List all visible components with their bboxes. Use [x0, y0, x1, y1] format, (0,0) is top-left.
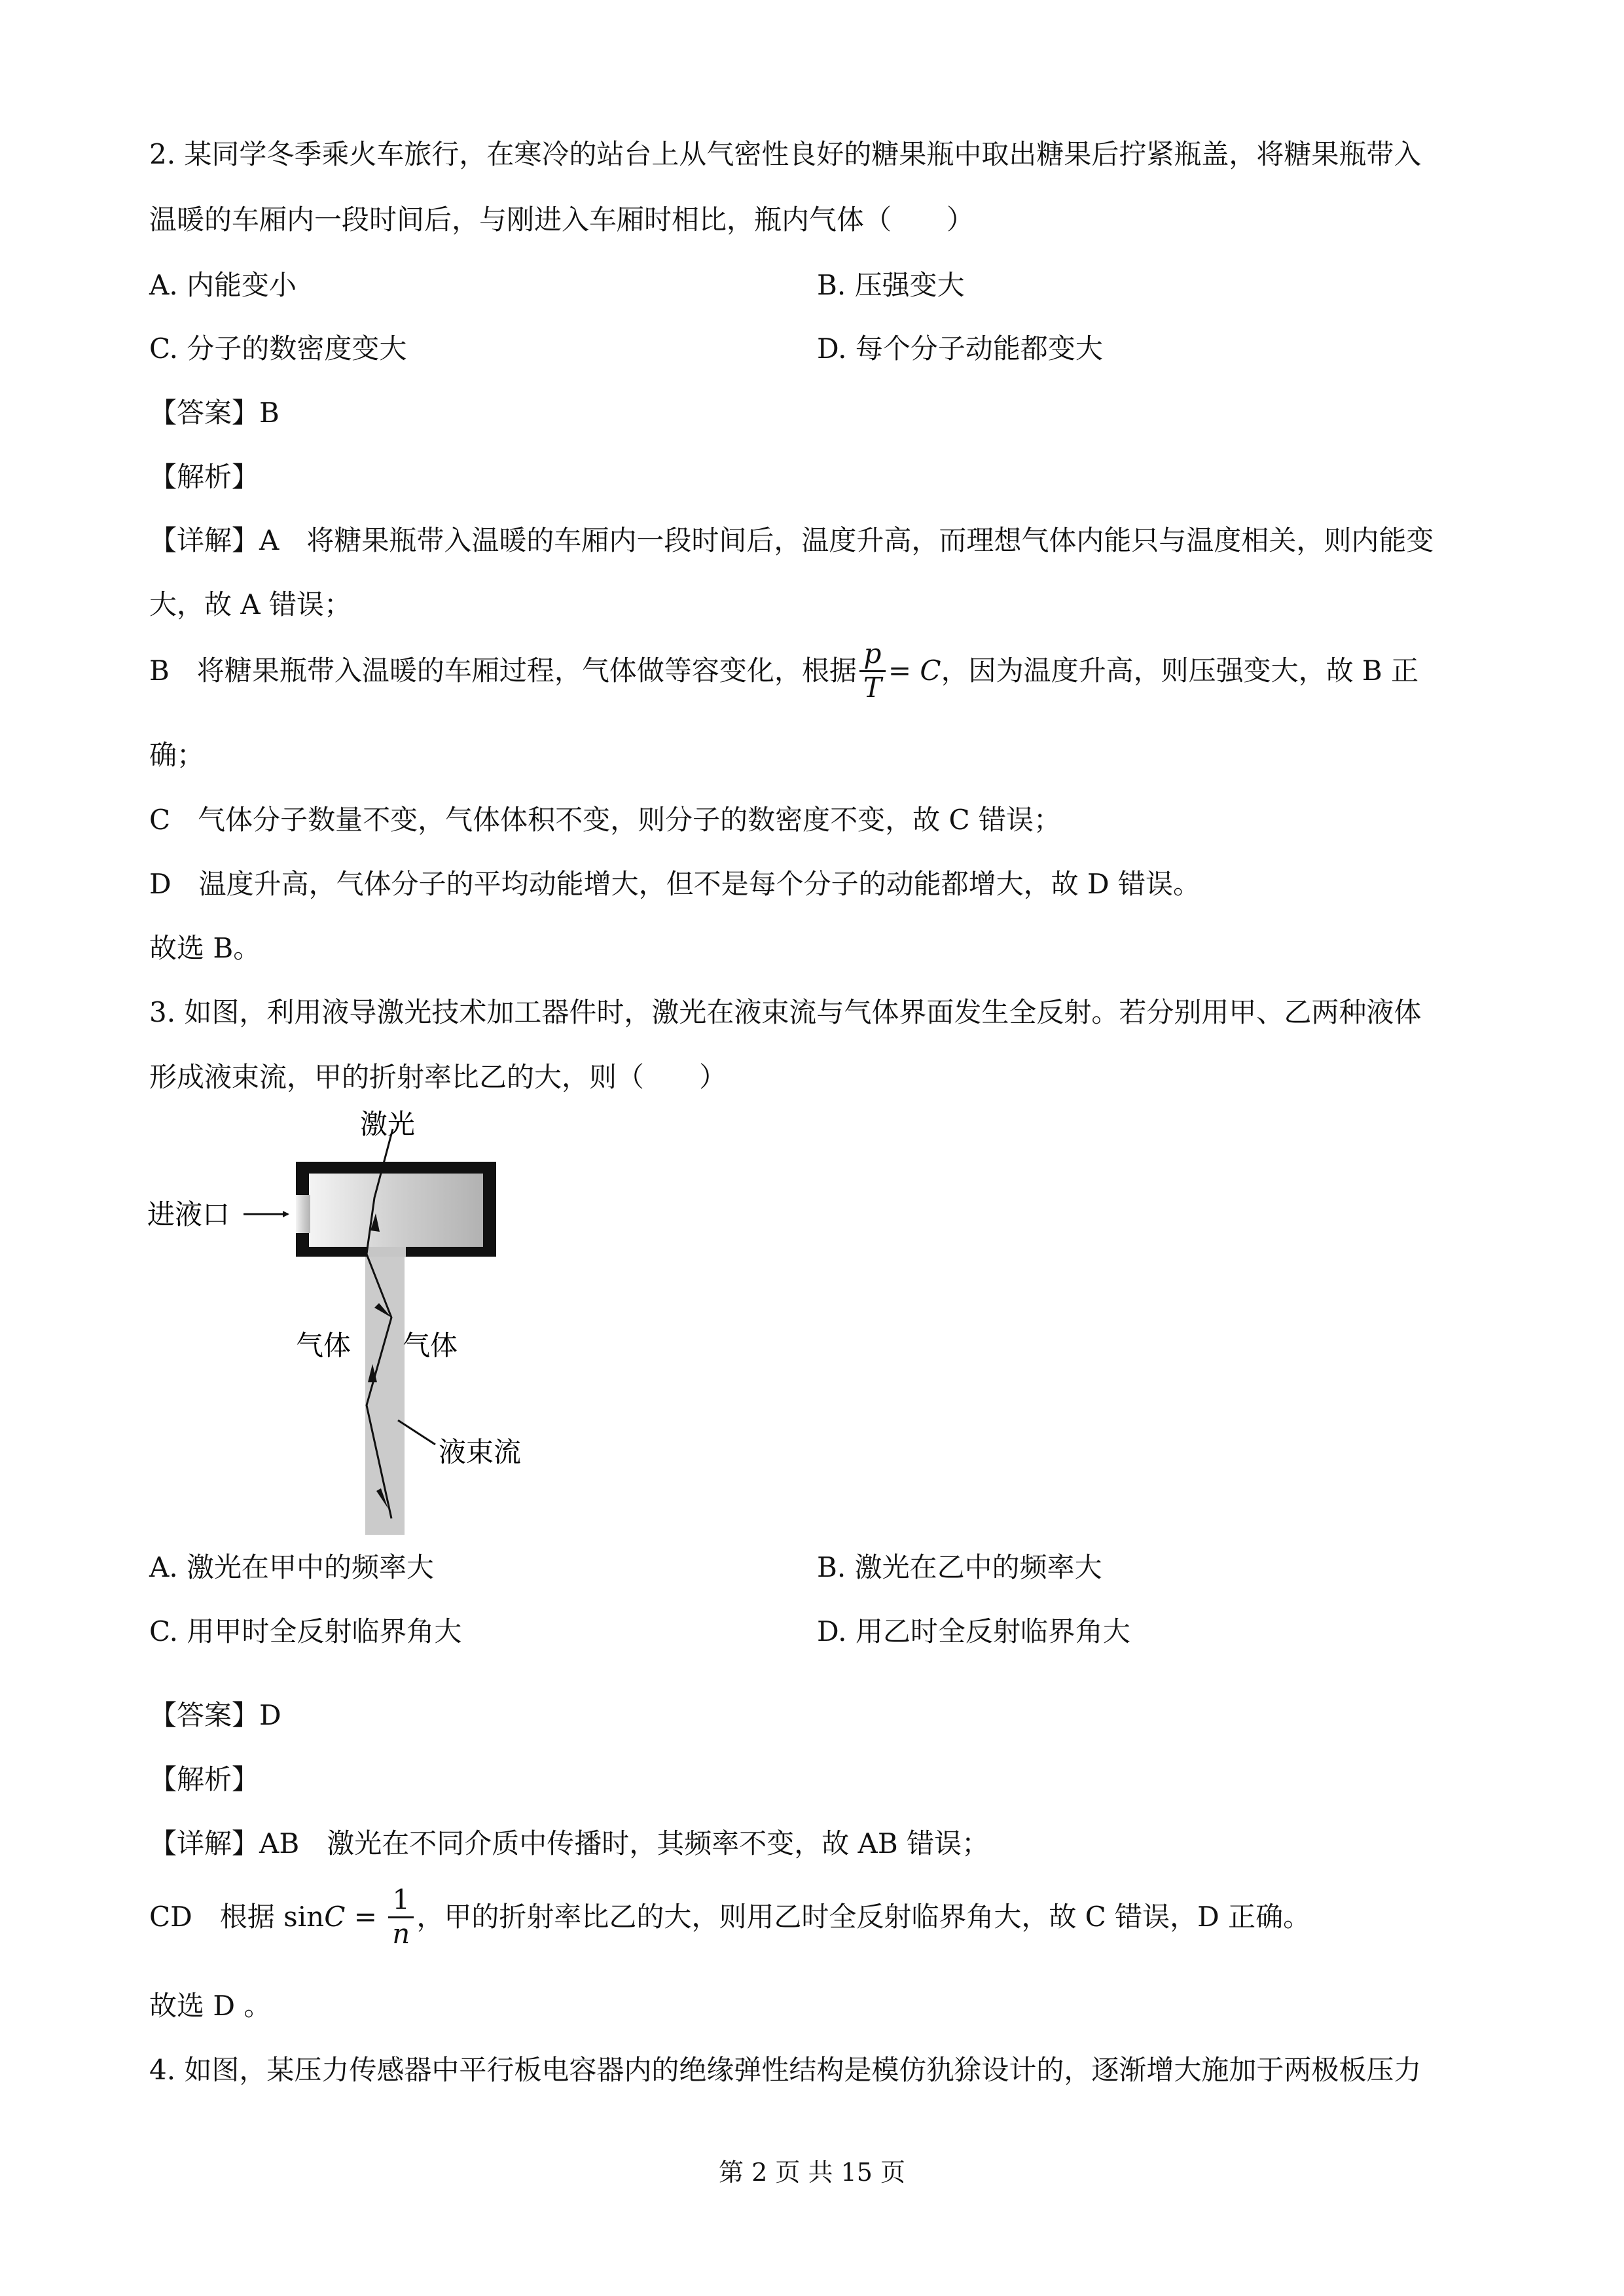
q3-stem-line1: 3. 如图，利用液导激光技术加工器件时，激光在液束流与气体界面发生全反射。若分别用甲、乙两种液体: [149, 996, 1422, 1028]
q3-cd-eq: =: [345, 1901, 386, 1933]
q2-detail-line2: 大，故 A 错误；: [149, 588, 352, 620]
q3-option-b: B. 激光在乙中的频率大: [817, 1551, 1102, 1583]
q3-cd-suffix: ，甲的折射率比乙的大，则用乙时全反射临界角大，故 C 错误，D 正确。: [416, 1901, 1311, 1933]
q3-stem-line2: 形成液束流，甲的折射率比乙的大，则（ ）: [149, 1061, 727, 1093]
page-footer: 第 2 页 共 15 页: [719, 2158, 905, 2187]
nozzle-chamber: [309, 1174, 483, 1247]
label-inlet: 进液口: [147, 1200, 230, 1230]
q2-stem-line2: 温暖的车厢内一段时间后，与刚进入车厢时相比，瓶内气体（ ）: [149, 204, 975, 236]
label-laser: 激光: [360, 1110, 416, 1140]
q2-option-a: A. 内能变小: [149, 269, 297, 301]
q2-detail-b: [149, 637, 1419, 704]
q2-b-prefix: B 将糖果瓶带入温暖的车厢过程，气体做等容变化，根据: [149, 655, 857, 687]
q3-detail-ab: 【详解】AB 激光在不同介质中传播时，其频率不变，故 AB 错误；: [149, 1827, 990, 1859]
inlet-opening: [296, 1195, 310, 1233]
q3-option-c: C. 用甲时全反射临界角大: [149, 1615, 462, 1647]
q2-b-suffix: ，因为温度升高，则压强变大，故 B 正: [941, 655, 1419, 687]
q3-detail-cd: [149, 1886, 1310, 1948]
q3-cd-prefix: CD 根据 sin: [149, 1901, 325, 1933]
q2-frac-denominator: T: [863, 671, 882, 704]
q2-frac-numerator: p: [859, 638, 886, 672]
q2-answer: 【答案】B: [149, 397, 280, 429]
q3-answer: 【答案】D: [149, 1699, 281, 1731]
q2-detail-b-line2: 确；: [149, 739, 205, 771]
q3-option-d: D. 用乙时全反射临界角大: [817, 1615, 1130, 1647]
q2-option-d: D. 每个分子动能都变大: [817, 332, 1103, 365]
outlet-opening: [367, 1247, 406, 1257]
q3-conclusion: 故选 D 。: [149, 1990, 272, 2022]
q2-option-c: C. 分子的数密度变大: [149, 332, 407, 365]
q2-detail-d: D 温度升高，气体分子的平均动能增大，但不是每个分子的动能都增大，故 D 错误。: [149, 868, 1201, 900]
laser-liquid-jet-figure: [131, 1100, 589, 1538]
q2-detail-c: C 气体分子数量不变，气体体积不变，则分子的数密度不变，故 C 错误；: [149, 804, 1061, 836]
q2-option-b: B. 压强变大: [817, 269, 965, 301]
q2-analysis-heading: 【解析】: [149, 461, 260, 493]
q2-fraction-p-over-t: [859, 638, 886, 704]
label-liquid-jet: 液束流: [439, 1438, 522, 1468]
label-gas-right: 气体: [403, 1331, 458, 1361]
q2-stem-line1: 2. 某同学冬季乘火车旅行，在寒冷的站台上从气密性良好的糖果瓶中取出糖果后拧紧瓶盖，将糖果瓶带入: [149, 138, 1422, 170]
q3-cd-c: C: [324, 1901, 346, 1933]
q4-stem-line1: 4. 如图，某压力传感器中平行板电容器内的绝缘弹性结构是模仿犰狳设计的，逐渐增大施加于两极板压力: [149, 2054, 1422, 2086]
q3-fraction-1-over-n: [388, 1884, 414, 1950]
q2-b-equation: = C: [888, 655, 941, 687]
q3-frac-numerator: 1: [388, 1884, 414, 1918]
q3-analysis-heading: 【解析】: [149, 1763, 260, 1795]
q2-detail-line1: 【详解】A 将糖果瓶带入温暖的车厢内一段时间后，温度升高，而理想气体内能只与温度相关，则内能变: [149, 524, 1434, 556]
label-gas-left: 气体: [296, 1331, 352, 1361]
q3-frac-denominator: n: [392, 1917, 410, 1950]
q2-conclusion: 故选 B。: [149, 932, 261, 964]
q3-option-a: A. 激光在甲中的频率大: [149, 1551, 435, 1583]
